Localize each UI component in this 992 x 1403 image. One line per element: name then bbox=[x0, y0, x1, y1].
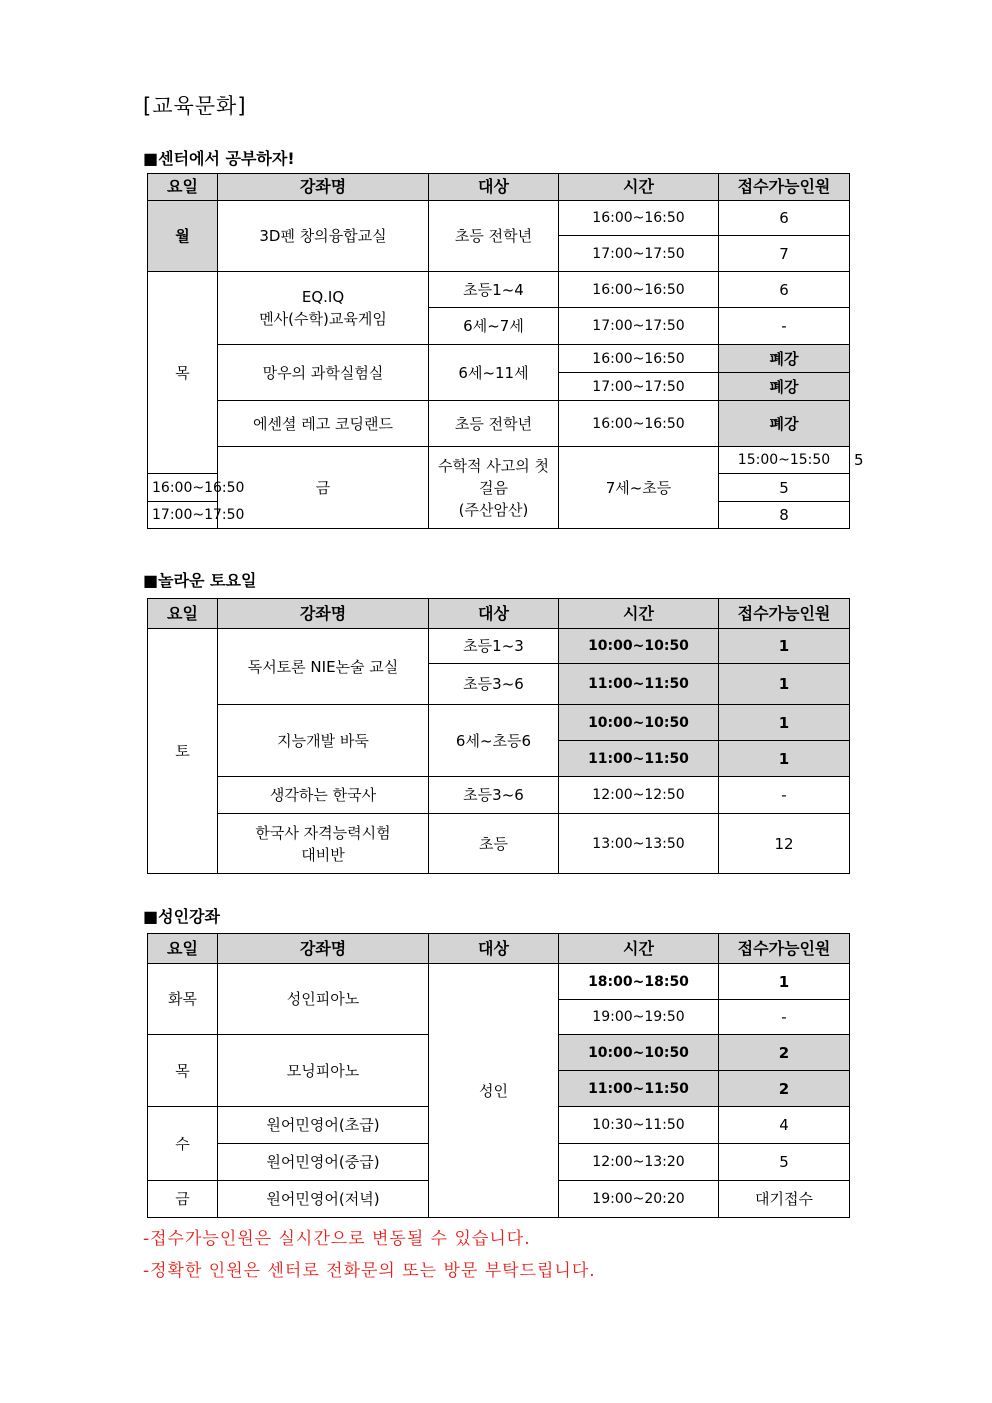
time-cell: 19:00~20:20 bbox=[559, 1181, 719, 1218]
schedule-table-saturday bbox=[147, 598, 850, 874]
seats-cell: 8 bbox=[719, 502, 850, 529]
target-cell: 초등 bbox=[429, 814, 559, 874]
target-cell: 6세~초등6 bbox=[429, 705, 559, 777]
section-title-adult: ■성인강좌 bbox=[143, 907, 220, 926]
header-day: 요일 bbox=[148, 934, 218, 964]
target-cell: 6세~7세 bbox=[429, 308, 559, 345]
time-cell: 17:00~17:50 bbox=[148, 502, 218, 529]
target-cell: 초등1~4 bbox=[429, 272, 559, 308]
time-cell: 10:00~10:50 bbox=[559, 1035, 719, 1071]
day-cell: 화목 bbox=[148, 964, 218, 1035]
schedule-table-center bbox=[147, 173, 864, 529]
table-row bbox=[148, 814, 850, 874]
note-line: -정확한 인원은 센터로 전화문의 또는 방문 부탁드립니다. bbox=[143, 1261, 596, 1281]
day-cell: 월 bbox=[148, 201, 218, 272]
course-cell: 망우의 과학실험실 bbox=[218, 345, 429, 401]
seats-cell: 대기접수 bbox=[719, 1181, 850, 1218]
target-cell: 초등 전학년 bbox=[429, 401, 559, 447]
time-cell: 10:00~10:50 bbox=[559, 705, 719, 741]
day-cell: 목 bbox=[148, 272, 218, 474]
header-target: 대상 bbox=[429, 174, 559, 201]
course-line: 멘사(수학)교육게임 bbox=[259, 310, 387, 328]
header-target: 대상 bbox=[429, 599, 559, 629]
day-cell: 목 bbox=[148, 1035, 218, 1107]
day-cell: 수 bbox=[148, 1107, 218, 1181]
header-seats: 접수가능인원 bbox=[719, 174, 850, 201]
table-row: 금 수학적 사고의 첫걸음 (주산암산) 7세~초등 15:00~15:50 5 bbox=[148, 447, 850, 474]
time-cell: 11:00~11:50 bbox=[559, 1071, 719, 1107]
course-cell: 생각하는 한국사 bbox=[218, 777, 429, 814]
time-cell: 16:00~16:50 bbox=[559, 401, 719, 447]
seats-cell: - bbox=[719, 1000, 850, 1035]
course-cell bbox=[218, 272, 429, 345]
table-row bbox=[148, 964, 850, 1000]
time-cell: 11:00~11:50 bbox=[559, 664, 719, 705]
target-cell: 초등 전학년 bbox=[429, 201, 559, 272]
day-cell: 토 bbox=[148, 629, 218, 874]
seats-cell: 1 bbox=[719, 741, 850, 777]
header-seats: 접수가능인원 bbox=[719, 934, 850, 964]
course-cell: 에센셜 레고 코딩랜드 bbox=[218, 401, 429, 447]
course-cell: 모닝피아노 bbox=[218, 1035, 429, 1107]
table-row bbox=[148, 401, 850, 447]
time-cell: 12:00~13:20 bbox=[559, 1144, 719, 1181]
target-cell: 성인 bbox=[429, 964, 559, 1218]
seats-cell: - bbox=[719, 308, 850, 345]
course-cell: 독서토론 NIE논술 교실 bbox=[218, 629, 429, 705]
table-row bbox=[148, 705, 850, 741]
course-cell bbox=[429, 447, 559, 529]
header-day: 요일 bbox=[148, 599, 218, 629]
target-cell: 7세~초등 bbox=[559, 447, 719, 529]
page-title: [교육문화] bbox=[143, 94, 247, 118]
target-cell: 6세~11세 bbox=[429, 345, 559, 401]
header-day: 요일 bbox=[148, 174, 218, 201]
seats-cell: 7 bbox=[719, 236, 850, 272]
table-row bbox=[148, 201, 850, 236]
course-cell: 원어민영어(중급) bbox=[218, 1144, 429, 1181]
header-course: 강좌명 bbox=[218, 599, 429, 629]
schedule-table-adult bbox=[147, 933, 850, 1218]
course-line: EQ.IQ bbox=[301, 288, 345, 306]
seats-cell: 12 bbox=[719, 814, 850, 874]
course-cell: 원어민영어(초급) bbox=[218, 1107, 429, 1144]
header-row bbox=[148, 174, 850, 201]
day-cell: 금 bbox=[148, 1181, 218, 1218]
seats-cell: 폐강 bbox=[719, 373, 850, 401]
header-row bbox=[148, 934, 850, 964]
section-title-center: ■센터에서 공부하자! bbox=[143, 149, 295, 168]
time-cell: 16:00~16:50 bbox=[559, 345, 719, 373]
seats-cell: 5 bbox=[719, 1144, 850, 1181]
course-cell: 원어민영어(저녁) bbox=[218, 1181, 429, 1218]
time-cell: 10:00~10:50 bbox=[559, 629, 719, 664]
course-cell: 3D펜 창의융합교실 bbox=[218, 201, 429, 272]
time-cell: 16:00~16:50 bbox=[148, 474, 218, 502]
header-time: 시간 bbox=[559, 599, 719, 629]
table-row bbox=[148, 272, 850, 308]
time-cell: 12:00~12:50 bbox=[559, 777, 719, 814]
seats-cell: 1 bbox=[719, 664, 850, 705]
time-cell: 17:00~17:50 bbox=[559, 373, 719, 401]
header-course: 강좌명 bbox=[218, 174, 429, 201]
target-cell: 초등3~6 bbox=[429, 777, 559, 814]
table-row bbox=[148, 345, 850, 373]
seats-cell: 4 bbox=[719, 1107, 850, 1144]
seats-cell: 6 bbox=[719, 201, 850, 236]
seats-cell: - bbox=[719, 777, 850, 814]
table-row bbox=[148, 629, 850, 664]
header-time: 시간 bbox=[559, 934, 719, 964]
target-cell: 초등1~3 bbox=[429, 629, 559, 664]
time-cell: 19:00~19:50 bbox=[559, 1000, 719, 1035]
section-title-saturday: ■놀라운 토요일 bbox=[143, 571, 257, 590]
course-line: 수학적 사고의 첫걸음 bbox=[438, 456, 549, 497]
time-cell: 10:30~11:50 bbox=[559, 1107, 719, 1144]
header-seats: 접수가능인원 bbox=[719, 599, 850, 629]
time-cell: 15:00~15:50 bbox=[719, 447, 850, 474]
table-row bbox=[148, 777, 850, 814]
seats-cell: 1 bbox=[719, 705, 850, 741]
target-cell: 초등3~6 bbox=[429, 664, 559, 705]
header-time: 시간 bbox=[559, 174, 719, 201]
header-row bbox=[148, 599, 850, 629]
note-line: -접수가능인원은 실시간으로 변동될 수 있습니다. bbox=[143, 1229, 531, 1249]
header-course: 강좌명 bbox=[218, 934, 429, 964]
course-line: 대비반 bbox=[301, 845, 345, 864]
seats-cell: 폐강 bbox=[719, 401, 850, 447]
header-target: 대상 bbox=[429, 934, 559, 964]
course-cell: 지능개발 바둑 bbox=[218, 705, 429, 777]
seats-cell: 2 bbox=[719, 1071, 850, 1107]
time-cell: 17:00~17:50 bbox=[559, 236, 719, 272]
time-cell: 16:00~16:50 bbox=[559, 272, 719, 308]
course-cell bbox=[218, 814, 429, 874]
day-cell: 금 bbox=[218, 447, 429, 529]
seats-cell: 2 bbox=[719, 1035, 850, 1071]
seats-cell: 6 bbox=[719, 272, 850, 308]
course-line: 한국사 자격능력시험 bbox=[255, 823, 391, 842]
time-cell: 13:00~13:50 bbox=[559, 814, 719, 874]
seats-cell: 폐강 bbox=[719, 345, 850, 373]
seats-cell: 1 bbox=[719, 629, 850, 664]
course-line: (주산암산) bbox=[458, 500, 529, 519]
seats-cell: 5 bbox=[719, 474, 850, 502]
time-cell: 16:00~16:50 bbox=[559, 201, 719, 236]
seats-cell: 1 bbox=[719, 964, 850, 1000]
time-cell: 17:00~17:50 bbox=[559, 308, 719, 345]
time-cell: 18:00~18:50 bbox=[559, 964, 719, 1000]
course-cell: 성인피아노 bbox=[218, 964, 429, 1035]
time-cell: 11:00~11:50 bbox=[559, 741, 719, 777]
